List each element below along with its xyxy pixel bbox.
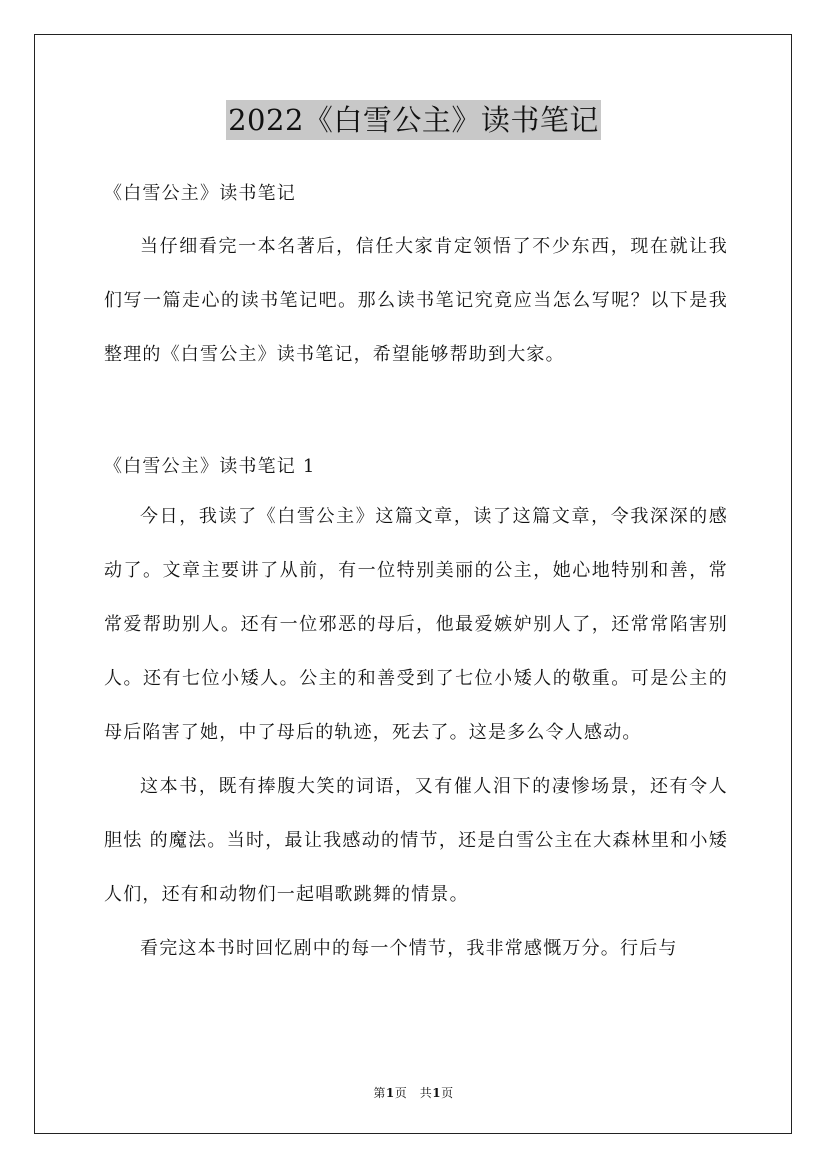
title-container <box>0 100 827 140</box>
footer-suffix: 页 <box>441 1086 454 1100</box>
section1-heading: 《白雪公主》读书笔记 1 <box>104 456 316 477</box>
footer-total-pages: 1 <box>432 1086 442 1100</box>
footer-page-number: 1 <box>385 1086 395 1100</box>
footer-prefix: 第 <box>373 1086 386 1100</box>
intro-block <box>104 220 728 382</box>
document-title: 2022《白雪公主》读书笔记 <box>226 100 601 140</box>
intro-paragraph: 当仔细看完一本名著后，信任大家肯定领悟了不少东西，现在就让我们写一篇走心的读书笔记吧。那么读书笔记究竟应当怎么写呢？以下是我整理的《白雪公主》读书笔记，希望能够帮助到大家。 <box>104 236 728 365</box>
footer-mid: 页 共 <box>394 1086 433 1100</box>
section1-paragraph-1: 今日，我读了《白雪公主》这篇文章，读了这篇文章，令我深深的感动了。文章主要讲了从前，有一位特别美丽的公主，她心地特别和善，常常爱帮助别人。还有一位邪恶的母后，他最爱嫉妒别人了，还常常陷害别人。还有七位小矮人。公主的和善受到了七位小矮人的敬重。可是公主的母后陷害了她，中了母后的轨迹，死去了。这是多么令人感动。 <box>104 506 728 743</box>
page-footer <box>0 1084 827 1101</box>
section1-paragraph-2: 这本书，既有捧腹大笑的词语，又有催人泪下的凄惨场景，还有令人胆怯 的魔法。当时，最让我感动的情节，还是白雪公主在大森林里和小矮人们，还有和动物们一起唱歌跳舞的情景。 <box>104 776 728 905</box>
section1-paragraph-3: 看完这本书时回忆剧中的每一个情节，我非常感慨万分。行后与 <box>140 938 678 959</box>
intro-heading: 《白雪公主》读书笔记 <box>104 183 296 204</box>
section1-body <box>104 490 728 976</box>
